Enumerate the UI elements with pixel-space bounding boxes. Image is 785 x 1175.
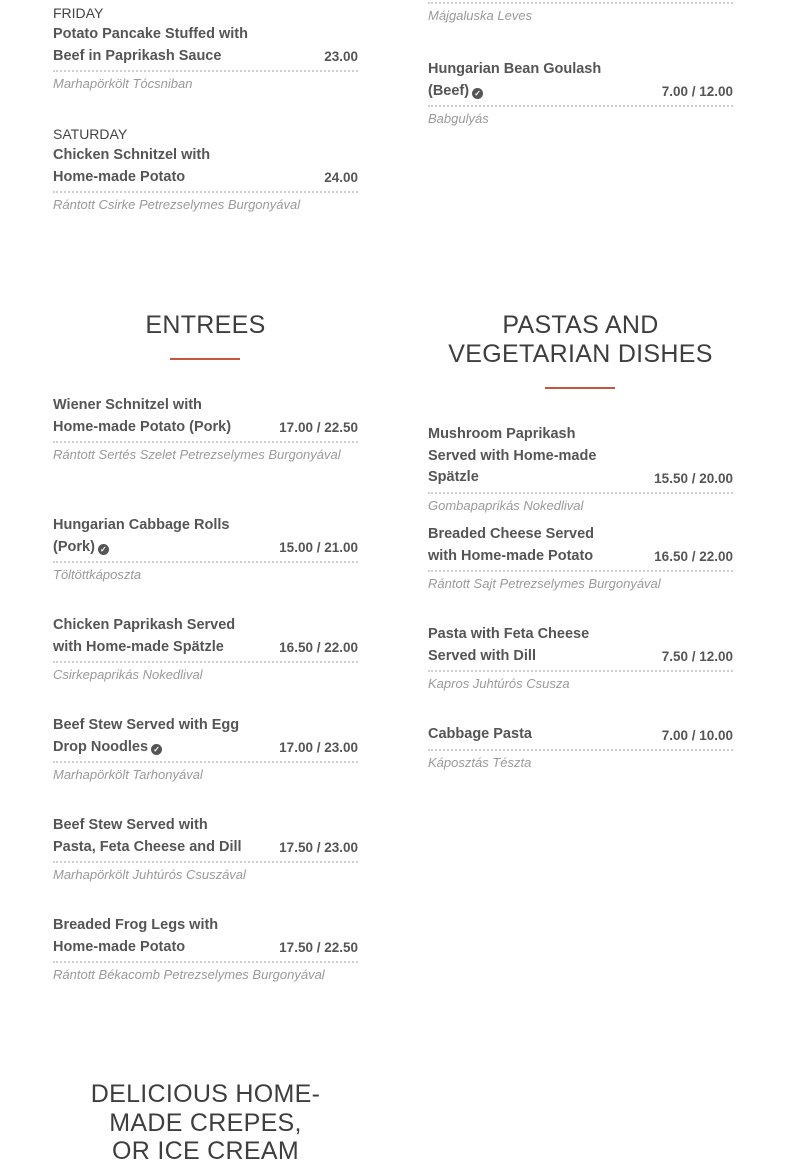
dish-hungarian-name: Rántott Sajt Petrezselymes Burgonyával (428, 576, 661, 591)
menu-item-friday (53, 3, 358, 94)
menu-item-row (428, 59, 733, 107)
dish-name: Chicken Paprikash Served with Home-made Spätzle (53, 617, 236, 655)
check-circle-icon: ✓ (151, 744, 162, 755)
dish-hungarian-name: Marhapörkölt Tócsniban (53, 76, 193, 91)
dish-hungarian-name: Káposztás Tészta (428, 754, 532, 770)
dish-price: 17.50 / 22.50 (279, 940, 358, 955)
dish-hungarian-name: Rántott Csirke Petrezselymes Burgonyával (53, 197, 301, 212)
menu-item-partial (428, 0, 733, 26)
dish-name: Wiener Schnitzel with Home-made Potato (Pork) (53, 397, 232, 435)
menu-item-row (428, 624, 733, 672)
menu-item (428, 524, 733, 594)
section-title-entrees (53, 311, 358, 340)
menu-item (428, 624, 733, 694)
menu-item-saturday (53, 124, 358, 215)
menu-item (53, 515, 358, 585)
dish-price: 16.50 / 22.00 (279, 640, 358, 655)
menu-item (53, 815, 358, 885)
dish-price: 7.50 / 12.00 (661, 649, 733, 664)
dish-hungarian-name: Rántott Békacomb Petrezselymes Burgonyával (53, 967, 325, 982)
section-title-line: VEGETARIAN DISHES (448, 339, 713, 368)
dish-name: Pasta with Feta Cheese Served with Dill (428, 626, 590, 664)
dish-name: Breaded Cheese Served with Home-made Potato (428, 526, 595, 564)
dish-hungarian-name: Csirkepaprikás Nokedlival (53, 667, 203, 682)
section-title-line: MADE CREPES, (109, 1108, 302, 1137)
menu-item-bean-goulash (428, 59, 733, 129)
section-divider (170, 358, 240, 360)
dish-name: Cabbage Pasta (428, 726, 532, 742)
section-title-line: DELICIOUS HOME- (90, 1080, 321, 1108)
dish-hungarian-name: Rántott Sertés Szelet Petrezselymes Burgonyával (53, 447, 341, 462)
section-title-crepes (53, 1080, 358, 1166)
check-circle-icon: ✓ (472, 88, 483, 99)
section-title-line: PASTAS AND (502, 311, 659, 339)
dish-hungarian-name: Babgulyás (428, 111, 489, 126)
dish-name: Mushroom Paprikash Served with Home-made Spätzle (428, 426, 597, 485)
dish-name-text: Beef Stew Served with Egg Drop Noodles (53, 717, 240, 755)
dish-hungarian-name: Gombapaprikás Nokedlival (428, 497, 584, 513)
menu-item (53, 915, 358, 985)
menu-item-row (53, 24, 358, 72)
menu-item-row (428, 524, 733, 572)
section-title-text: ENTREES (145, 311, 266, 339)
dish-price: 17.00 / 23.00 (279, 740, 358, 755)
dish-hungarian-name: Marhapörkölt Juhtúrós Csuszával (53, 867, 246, 882)
check-circle-icon: ✓ (98, 544, 109, 555)
dish-hungarian-name: Marhapörkölt Tarhonyával (53, 767, 203, 782)
menu-item-row (53, 145, 358, 193)
menu-item (428, 724, 733, 773)
menu-item (53, 615, 358, 685)
menu-item-row (53, 395, 358, 443)
dish-price: 24.00 (324, 170, 358, 185)
menu-item-row (53, 815, 358, 863)
menu-item-row (53, 915, 358, 963)
dish-price: 17.50 / 23.00 (279, 840, 358, 855)
section-title-line: OR ICE CREAM (112, 1137, 299, 1165)
section-title-pastas (428, 311, 733, 368)
dish-hungarian-name: Májgaluska Leves (428, 8, 533, 23)
dish-price: 23.00 (324, 49, 358, 64)
menu-item-row (53, 715, 358, 763)
dish-price: 7.00 / 12.00 (661, 84, 733, 99)
menu-item-row (428, 724, 733, 751)
dish-name: Chicken Schnitzel with Home-made Potato (53, 147, 211, 185)
menu-item-row (53, 515, 358, 563)
menu-item-row (428, 424, 733, 494)
dish-name: Potato Pancake Stuffed with Beef in Paprikash Sauce (53, 26, 248, 64)
dish-price: 17.00 / 22.50 (279, 420, 358, 435)
day-label: SATURDAY (53, 126, 128, 142)
dish-price: 16.50 / 22.00 (654, 549, 733, 564)
menu-item (428, 424, 733, 516)
menu-item (53, 715, 358, 785)
dish-hungarian-name: Töltöttkáposzta (53, 567, 142, 582)
dish-name: Breaded Frog Legs with Home-made Potato (53, 917, 219, 955)
menu-item (53, 395, 358, 465)
dish-price: 15.50 / 20.00 (654, 470, 733, 486)
dish-name-text: Hungarian Bean Goulash (Beef) (428, 61, 602, 99)
dish-hungarian-name: Kapros Juhtúrós Csusza (428, 676, 570, 691)
dish-name: Beef Stew Served with Pasta, Feta Cheese and Dill (53, 817, 242, 855)
menu-item-row (53, 615, 358, 663)
section-divider (545, 387, 615, 389)
dish-price: 7.00 / 10.00 (661, 727, 733, 743)
dish-price: 15.00 / 21.00 (279, 540, 358, 555)
dish-name-text: Hungarian Cabbage Rolls (Pork) (53, 517, 230, 555)
day-label: FRIDAY (53, 5, 104, 21)
menu-item-row (428, 0, 733, 4)
